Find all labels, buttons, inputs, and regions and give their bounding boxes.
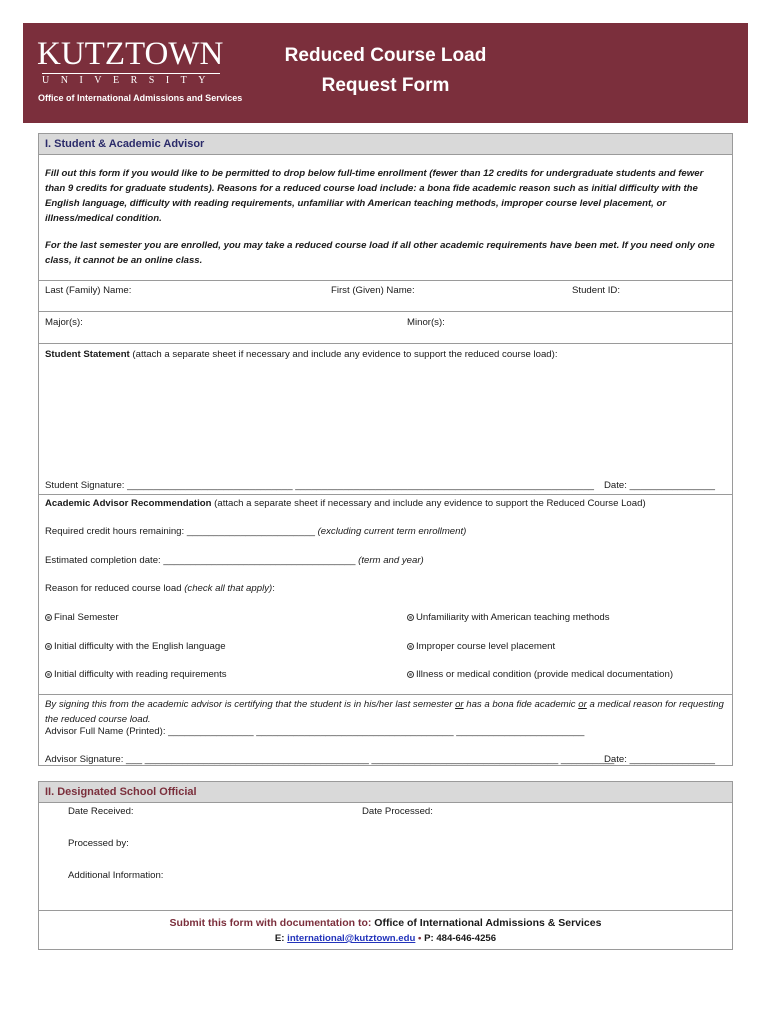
reason-text: Unfamiliarity with American teaching methods bbox=[416, 612, 610, 623]
reason-colon: : bbox=[272, 583, 275, 594]
contact-line bbox=[39, 933, 732, 944]
section-school-official bbox=[38, 781, 733, 950]
statement-label: Student Statement bbox=[45, 349, 130, 360]
intro-paragraph: Fill out this form if you would like to be permitted to drop below full-time enrollment (fewer than 12 credits for undergraduate students and fewer than 9 credits for graduate students). Reasons for a reduced course load include: a bona fide academic reason such as initial difficulty with the English language, difficulty with reading requirements, unfamiliar with American teaching methods, improper course level placement, or illness/medical condition. bbox=[45, 168, 704, 224]
reason-text: Final Semester bbox=[54, 612, 119, 623]
reason-note: (check all that apply) bbox=[184, 583, 273, 594]
first-name-field[interactable]: First (Given) Name: bbox=[331, 285, 415, 296]
date-processed-field[interactable]: Date Processed: bbox=[362, 806, 433, 817]
radio-icon[interactable] bbox=[407, 614, 414, 621]
university-logo bbox=[37, 37, 242, 103]
certify-text: By signing this from the academic advisor is certifying that the student is in his/her last semester bbox=[45, 699, 456, 710]
student-signature-field[interactable]: Student Signature: _______________________________ ________________________________________________________ bbox=[45, 480, 594, 491]
additional-info-field[interactable]: Additional Information: bbox=[68, 870, 164, 881]
certify-text: has a bona fide academic bbox=[463, 699, 579, 710]
divider bbox=[39, 494, 732, 495]
advisor-signature-field[interactable]: Advisor Signature: ___ __________________________________________ ___________________________________ __________ bbox=[45, 754, 615, 765]
last-semester-note: For the last semester you are enrolled, you may take a reduced course load if all other academic requirements have been met. If you need only one class, it cannot be an online class. bbox=[45, 240, 715, 266]
date-received-field[interactable]: Date Received: bbox=[68, 806, 134, 817]
statement-note: (attach a separate sheet if necessary and include any evidence to support the reduced course load): bbox=[129, 349, 558, 360]
divider bbox=[39, 343, 732, 344]
logo-university: UNIVERSITY bbox=[42, 75, 217, 86]
student-id-field[interactable]: Student ID: bbox=[572, 285, 620, 296]
email-link[interactable]: international@kutztown.edu bbox=[287, 933, 416, 944]
divider bbox=[39, 694, 732, 695]
advisor-rec-note: (attach a separate sheet if necessary and include any evidence to support the Reduced Course Load) bbox=[211, 498, 646, 509]
page-title bbox=[253, 41, 518, 101]
reason-text: Improper course level placement bbox=[416, 641, 556, 652]
email-prefix: E: bbox=[274, 933, 288, 944]
logo-name: KUTZTOWN bbox=[37, 36, 224, 72]
section-1-heading: I. Student & Academic Advisor bbox=[39, 134, 732, 155]
divider bbox=[39, 280, 732, 281]
office-name: Office of International Admissions and Services bbox=[38, 93, 243, 103]
section-student-advisor bbox=[38, 133, 733, 766]
credit-hours-label: Required credit hours remaining: ________________________ bbox=[45, 526, 318, 537]
certify-or: or bbox=[455, 699, 464, 710]
submit-prefix: Submit this form with documentation to: bbox=[169, 917, 375, 929]
minor-field[interactable]: Minor(s): bbox=[407, 317, 445, 328]
section-2-heading: II. Designated School Official bbox=[39, 782, 732, 803]
radio-icon[interactable] bbox=[407, 671, 414, 678]
radio-icon[interactable] bbox=[45, 671, 52, 678]
reason-text: Initial difficulty with reading requirements bbox=[54, 669, 227, 680]
reason-option[interactable] bbox=[45, 669, 227, 680]
submit-instructions bbox=[39, 917, 732, 929]
reason-label: Reason for reduced course load bbox=[45, 583, 185, 594]
reason-text: Initial difficulty with the English language bbox=[54, 641, 226, 652]
reason-option[interactable] bbox=[407, 612, 610, 623]
advisor-rec-label: Academic Advisor Recommendation bbox=[45, 498, 212, 509]
completion-note: (term and year) bbox=[358, 555, 424, 566]
completion-label: Estimated completion date: ____________________________________ bbox=[45, 555, 359, 566]
advisor-recommendation-heading bbox=[45, 498, 646, 509]
advisor-name-field[interactable]: Advisor Full Name (Printed): ________________ _____________________________________ ________________________ bbox=[45, 726, 585, 737]
last-name-field[interactable]: Last (Family) Name: bbox=[45, 285, 132, 296]
advisor-certification bbox=[45, 697, 725, 727]
credit-hours-field[interactable] bbox=[45, 526, 466, 537]
submit-office: Office of International Admissions & Services bbox=[374, 917, 602, 929]
advisor-date-field[interactable]: Date: ________________ bbox=[604, 754, 715, 765]
completion-date-field[interactable] bbox=[45, 555, 424, 566]
major-field[interactable]: Major(s): bbox=[45, 317, 83, 328]
reason-text: Illness or medical condition (provide medical documentation) bbox=[416, 669, 674, 680]
title-line-1: Reduced Course Load bbox=[284, 45, 487, 66]
reason-option[interactable] bbox=[45, 612, 119, 623]
divider bbox=[39, 311, 732, 312]
radio-icon[interactable] bbox=[45, 643, 52, 650]
processed-by-field[interactable]: Processed by: bbox=[68, 838, 129, 849]
form-header bbox=[23, 23, 748, 123]
phone: P: 484-646-4256 bbox=[424, 933, 497, 944]
logo-rule bbox=[42, 73, 220, 74]
separator: • bbox=[415, 933, 425, 944]
radio-icon[interactable] bbox=[45, 614, 52, 621]
credit-hours-note: (excluding current term enrollment) bbox=[317, 526, 467, 537]
reason-option[interactable] bbox=[407, 669, 673, 680]
radio-icon[interactable] bbox=[407, 643, 414, 650]
certify-or: or bbox=[578, 699, 587, 710]
reason-option[interactable] bbox=[45, 641, 226, 652]
student-statement-field[interactable] bbox=[45, 349, 557, 360]
divider bbox=[39, 910, 732, 911]
reason-heading bbox=[45, 583, 275, 594]
student-date-field[interactable]: Date: ________________ bbox=[604, 480, 715, 491]
certify-text: a medical reason for requesting the reduced course load. bbox=[45, 699, 724, 725]
reason-option[interactable] bbox=[407, 641, 555, 652]
title-line-2: Request Form bbox=[321, 75, 450, 96]
